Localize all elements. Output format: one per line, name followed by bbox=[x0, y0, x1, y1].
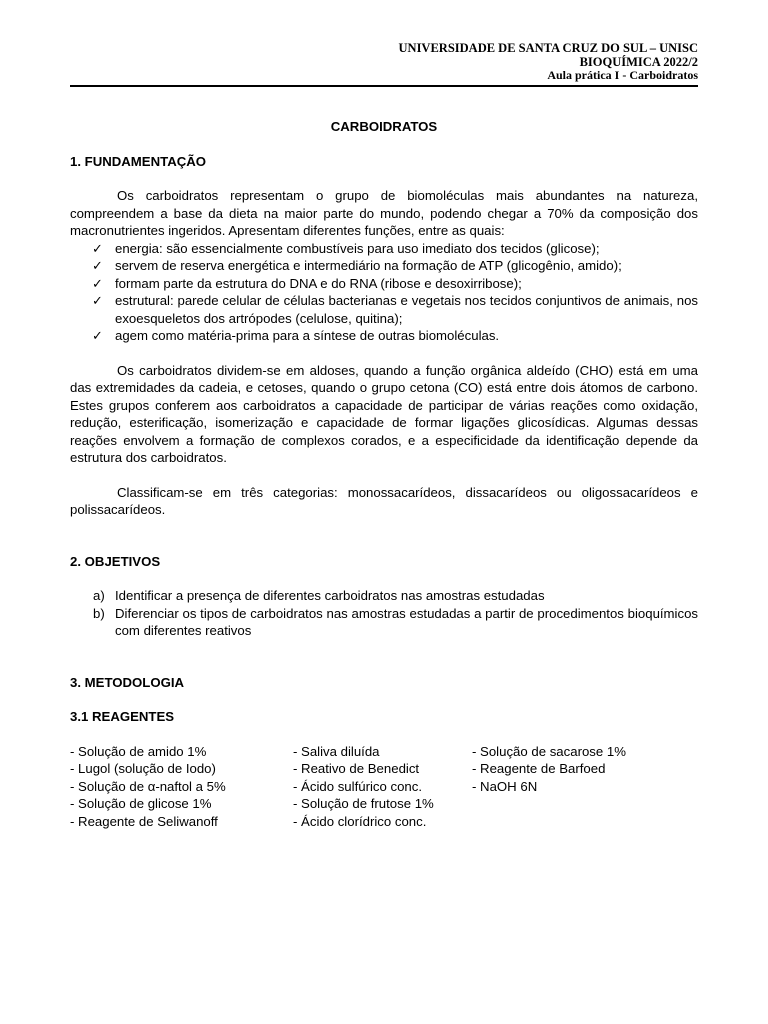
list-item: ✓ estrutural: parede celular de células bacterianas e vegetais nos tecidos conjuntivos de animais, nos exoesqueletos dos artrópodes (celulose, quitina); bbox=[92, 293, 698, 326]
list-item: ✓ formam parte da estrutura do DNA e do RNA (ribose e desoxirribose); bbox=[92, 275, 522, 291]
list-item: - NaOH 6N bbox=[472, 778, 538, 794]
section-heading-fundamentacao: 1. FUNDAMENTAÇÃO bbox=[70, 153, 207, 169]
list-item: - Solução de α-naftol a 5% bbox=[70, 778, 226, 794]
list-item: b) Diferenciar os tipos de carboidratos nas amostras estudadas a partir de procedimentos bioquímicos com diferentes reativos bbox=[93, 605, 698, 638]
list-item: - Saliva diluída bbox=[293, 743, 380, 759]
reagents-column-2 bbox=[293, 743, 472, 831]
list-item: a) Identificar a presença de diferentes carboidratos nas amostras estudadas bbox=[93, 588, 545, 603]
list-item: ✓ agem como matéria-prima para a síntese de outras biomoléculas. bbox=[92, 328, 500, 343]
subsection-heading-reagentes: 3.1 REAGENTES bbox=[70, 709, 175, 724]
list-item: ✓ servem de reserva energética e intermediário na formação de ATP (glicogênio, amido); bbox=[92, 258, 622, 273]
functions-list bbox=[70, 240, 698, 345]
page-title: CARBOIDRATOS bbox=[330, 119, 438, 134]
list-item: - Reagente de Seliwanoff bbox=[70, 813, 218, 829]
reagents-column-1 bbox=[70, 743, 293, 831]
header-rule bbox=[70, 85, 698, 87]
header-course: BIOQUÍMICA 2022/2 bbox=[579, 54, 698, 69]
list-marker: b) bbox=[93, 605, 105, 621]
list-item: - Reagente de Barfoed bbox=[472, 761, 606, 776]
list-item: - Solução de sacarose 1% bbox=[472, 743, 626, 759]
section-heading-objetivos: 2. OBJETIVOS bbox=[70, 553, 161, 569]
check-icon: ✓ bbox=[92, 293, 104, 308]
document-header bbox=[399, 42, 698, 83]
list-item: - Ácido clorídrico conc. bbox=[293, 813, 427, 829]
reagents-list bbox=[70, 743, 698, 831]
check-icon: ✓ bbox=[92, 258, 104, 273]
list-item: - Lugol (solução de Iodo) bbox=[70, 761, 216, 776]
document-body bbox=[70, 118, 698, 830]
list-item: - Solução de glicose 1% bbox=[70, 796, 212, 811]
list-item: - Ácido sulfúrico conc. bbox=[293, 778, 422, 794]
list-item: - Reativo de Benedict bbox=[293, 761, 420, 776]
header-university: UNIVERSIDADE DE SANTA CRUZ DO SUL – UNISC bbox=[398, 41, 698, 55]
paragraph-intro: Os carboidratos representam o grupo de biomoléculas mais abundantes na natureza, compreendem a base da dieta na maior parte do mundo, podendo chegar a 70% da composição dos macronutrientes ingeridos. Apresentam diferentes funções, entre as quais: bbox=[70, 188, 698, 238]
list-marker: a) bbox=[93, 588, 105, 603]
list-item: ✓ energia: são essencialmente combustíveis para uso imediato dos tecidos (glicose); bbox=[92, 240, 600, 256]
paragraph-categorias: Classificam-se em três categorias: monossacarídeos, dissacarídeos ou oligossacarídeos e polissacarídeos. bbox=[70, 484, 698, 517]
section-heading-metodologia: 3. METODOLOGIA bbox=[70, 674, 185, 690]
check-icon: ✓ bbox=[92, 240, 104, 256]
list-item: - Solução de frutose 1% bbox=[293, 796, 434, 811]
check-icon: ✓ bbox=[92, 328, 104, 343]
header-class: Aula prática I - Carboidratos bbox=[547, 68, 698, 82]
paragraph-aldoses-cetoses: Os carboidratos dividem-se em aldoses, quando a função orgânica aldeído (CHO) está em uma das extremidades da cadeia, e cetoses, quando o grupo cetona (CO) está entre dois átomos de carbono. Estes grupos conferem aos carboidratos a capacidade de participar de várias reações como oxidação, redução, esterificação, isomerização e capacidade de formar ligações glicosídicas. Algumas dessas reações envolvem a formação de complexos corados, e a especificidade da identificação depende da estrutura dos carboidratos. bbox=[70, 362, 698, 465]
objectives-list bbox=[70, 587, 698, 640]
list-item: - Solução de amido 1% bbox=[70, 743, 207, 759]
reagents-column-3 bbox=[472, 743, 672, 831]
check-icon: ✓ bbox=[92, 275, 104, 291]
